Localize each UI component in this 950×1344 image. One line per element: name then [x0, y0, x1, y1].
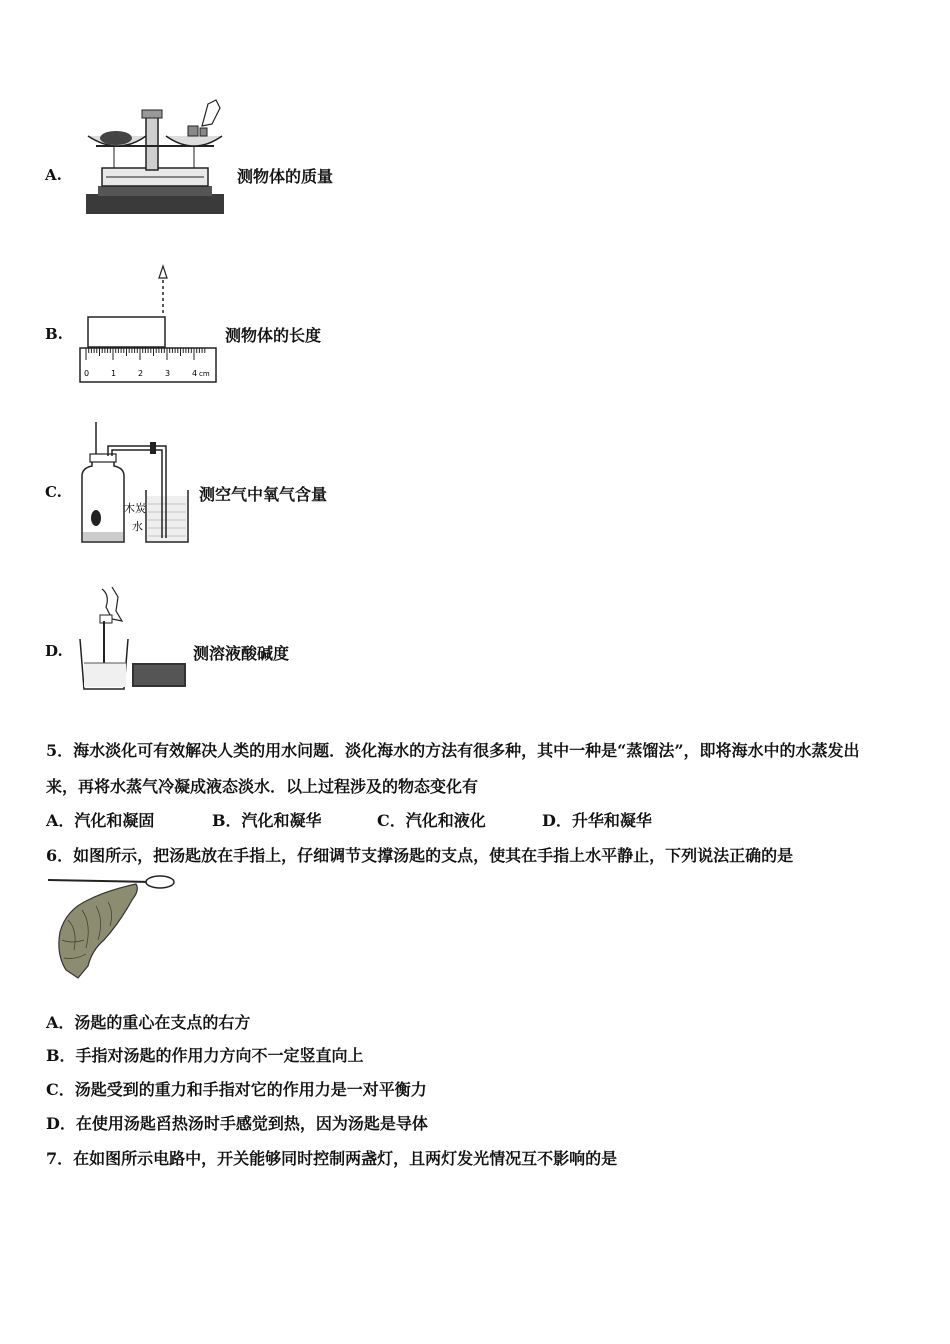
question7-stem: 7．在如图所示电路中，开关能够同时控制两盏灯，且两灯发光情况互不影响的是 — [46, 1149, 618, 1168]
question6-option-d — [46, 1111, 428, 1134]
option-letter: C． — [377, 811, 406, 830]
question5-stem-line1: 5．海水淡化可有效解决人类的用水问题．淡化海水的方法有很多种，其中一种是“蒸馏法”，即将海水中的水蒸发出 — [46, 741, 860, 760]
option-text: 汤匙受到的重力和手指对它的作用力是一对平衡力 — [74, 1080, 427, 1099]
option-d-text: 测溶液酸碱度 — [193, 644, 290, 663]
option-text: 手指对汤匙的作用力方向不一定竖直向上 — [75, 1046, 364, 1065]
ruler-figure — [78, 262, 220, 384]
water-label: 水 — [132, 520, 143, 533]
option-letter: A． — [46, 1013, 75, 1032]
option-letter: B． — [212, 811, 242, 830]
option-text: 在使用汤匙舀热汤时手感觉到热，因为汤匙是导体 — [75, 1114, 428, 1133]
question5-option-b — [212, 808, 322, 831]
option-text: 汤匙的重心在支点的右方 — [74, 1013, 251, 1032]
option-d-letter: D. — [45, 642, 63, 660]
question6-option-b — [46, 1043, 364, 1066]
question6-stem: 6．如图所示，把汤匙放在手指上，仔细调节支撑汤匙的支点，使其在手指上水平静止，下列说法正确的是 — [46, 846, 794, 865]
option-text: 汽化和液化 — [405, 811, 486, 830]
option-letter: C． — [46, 1080, 75, 1099]
question6-option-c — [46, 1077, 427, 1100]
option-b-text: 测物体的长度 — [225, 326, 322, 345]
question5-option-a — [46, 808, 154, 831]
ph-test-figure — [76, 585, 190, 695]
ruler-tick-0: 0 — [84, 369, 90, 378]
question6-option-a — [46, 1010, 250, 1033]
balance-scale-figure — [84, 98, 226, 216]
option-letter: D． — [46, 1114, 76, 1133]
option-text: 汽化和凝固 — [74, 811, 155, 830]
option-c-text: 测空气中氧气含量 — [199, 485, 328, 504]
oxygen-apparatus-figure — [74, 420, 200, 548]
spoon-on-finger-figure — [48, 870, 178, 980]
option-text: 升华和凝华 — [571, 811, 652, 830]
option-letter: A． — [46, 811, 75, 830]
question5-option-d — [542, 808, 652, 831]
option-text: 汽化和凝华 — [241, 811, 322, 830]
option-a-text: 测物体的质量 — [237, 167, 334, 186]
ruler-tick-3: 3 — [165, 369, 171, 378]
ruler-tick-2: 2 — [138, 369, 144, 378]
option-c-letter: C. — [45, 483, 62, 501]
charcoal-label: 木炭 — [124, 502, 146, 515]
ruler-unit: cm — [199, 370, 210, 378]
option-b-letter: B. — [45, 325, 63, 343]
option-letter: B． — [46, 1046, 76, 1065]
option-a-letter: A. — [45, 166, 62, 184]
question5-stem-line2: 来，再将水蒸气冷凝成液态淡水．以上过程涉及的物态变化有 — [46, 777, 479, 796]
option-letter: D． — [542, 811, 572, 830]
ruler-tick-4: 4 — [192, 369, 198, 378]
ruler-tick-1: 1 — [111, 369, 117, 378]
question5-option-c — [377, 808, 486, 831]
